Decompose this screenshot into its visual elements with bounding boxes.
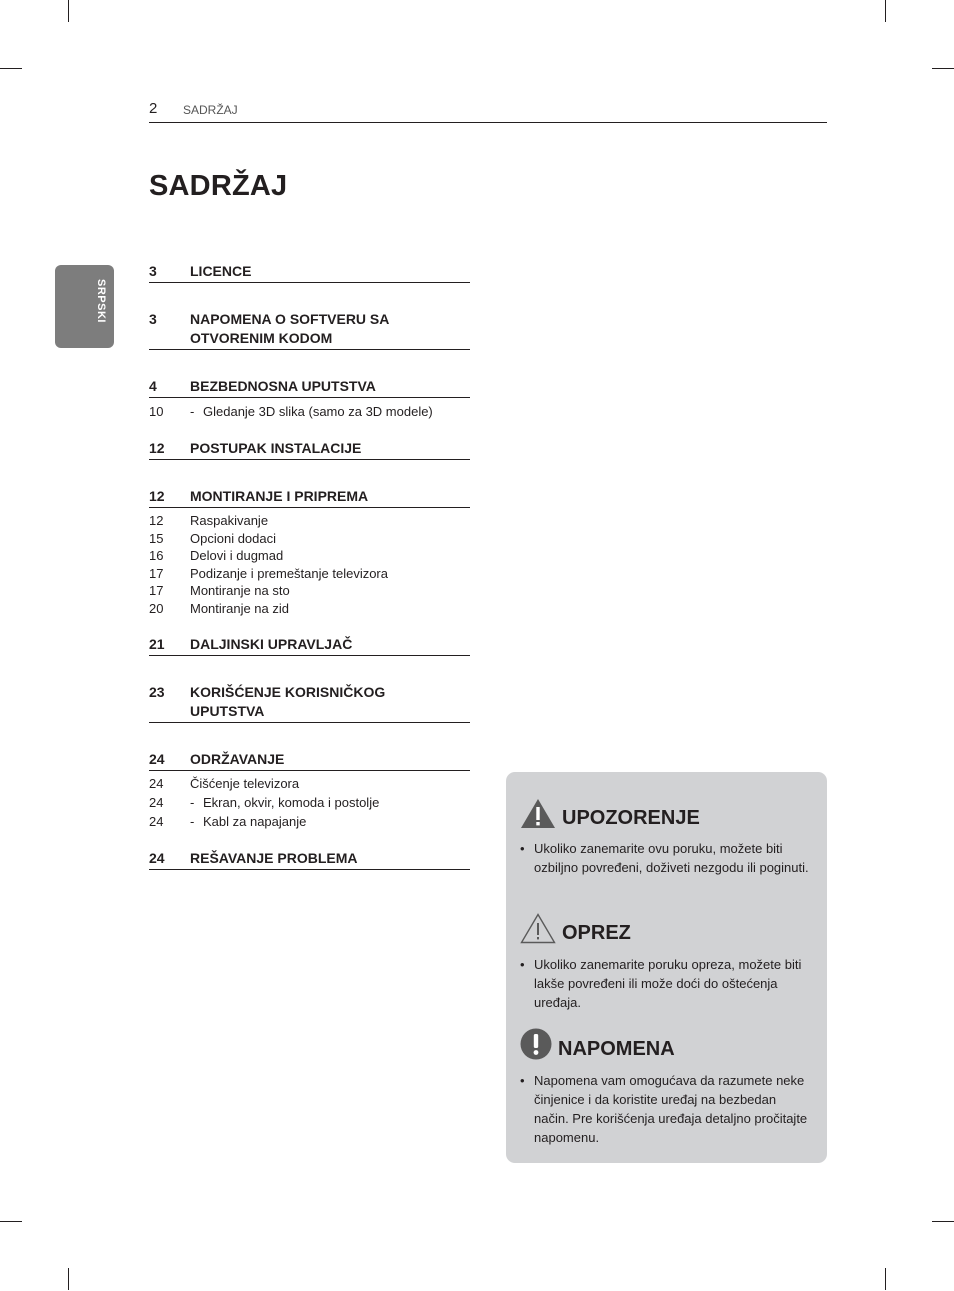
toc-subitem [149,775,470,793]
crop-mark [885,1268,886,1290]
note-body: Napomena vam omogućava da razumete neke činjenice i da koristite uređaj na bezbedan način. Pre korišćenja uređaja detaljno pročitajte napomenu. [534,1073,808,1145]
toc-label: Raspakivanje [190,513,269,528]
warning-heading [520,798,700,829]
toc-page-number: 12 [149,488,165,504]
toc-page-number: 12 [149,440,165,456]
crop-mark [932,68,954,69]
notice-box [506,772,827,1163]
toc-subitem [149,793,470,812]
crop-mark [68,0,69,22]
toc-label: REŠAVANJE PROBLEMA [190,849,358,866]
toc-subitem [149,812,470,831]
toc-subitem [149,565,470,583]
toc-label: MONTIRANJE I PRIPREMA [190,488,369,504]
exclamation-circle-icon [520,1028,552,1060]
toc-page-number: 24 [149,794,164,810]
toc-label: NAPOMENA O SOFTVERU SA OTVORENIM KODOM [190,311,389,346]
toc-label: Montiranje na zid [190,600,289,616]
caution-text [520,955,810,1012]
toc-dash: - [190,813,195,829]
note-text [520,1071,810,1147]
toc-page-number: 3 [149,263,157,279]
toc-page-number: 4 [149,378,157,394]
language-tab-label: SRPSKI [95,279,107,323]
toc-page-number: 16 [149,548,164,563]
toc-label: DALJINSKI UPRAVLJAČ [190,636,353,652]
toc-section [149,262,470,283]
crop-mark [68,1268,69,1290]
toc-page-number: 24 [149,751,165,767]
bullet: • [520,957,525,972]
toc-label: ODRŽAVANJE [190,751,285,767]
bullet: • [520,841,525,856]
toc-subitem [149,512,470,530]
crop-mark [932,1221,954,1222]
toc-section [149,377,470,398]
toc-subitem [149,530,470,548]
bullet: • [520,1073,525,1088]
note-title: NAPOMENA [558,1038,675,1060]
table-of-contents [149,262,470,870]
caution-heading [520,913,631,944]
toc-page-number: 15 [149,530,164,546]
page-number: 2 [149,100,158,117]
warning-icon [520,798,556,829]
toc-subitem [149,402,470,421]
toc-dash: - [190,404,195,419]
toc-subitem [149,600,470,618]
warning-text [520,839,810,877]
page-header [149,100,827,123]
toc-label: LICENCE [190,263,252,279]
toc-label: Opcioni dodaci [190,530,276,546]
crop-mark [885,0,886,22]
warning-body: Ukoliko zanemarite ovu poruku, možete biti ozbiljno povređeni, doživeti nezgodu ili poginuti. [534,841,809,875]
caution-body: Ukoliko zanemarite poruku opreza, možete biti lakše povređeni ili može doći do oštećenja uređaja. [534,957,802,1010]
toc-page-number: 24 [149,849,165,866]
toc-label: Delovi i dugmad [190,548,284,563]
toc-section [149,635,470,656]
toc-label: Podizanje i premeštanje televizora [190,565,388,581]
toc-page-number: 17 [149,565,164,581]
toc-page-number: 12 [149,513,164,528]
toc-page-number: 24 [149,776,164,791]
toc-subitem [149,582,470,600]
toc-label: POSTUPAK INSTALACIJE [190,440,362,456]
toc-section [149,750,470,771]
crop-mark [0,1221,22,1222]
warning-title: UPOZORENJE [562,807,700,829]
toc-label: Gledanje 3D slika (samo za 3D modele) [203,404,433,419]
toc-page-number: 21 [149,636,165,652]
toc-section [149,683,470,723]
toc-section [149,849,470,870]
toc-page-number: 20 [149,600,164,616]
toc-section [149,487,470,508]
toc-label: Ekran, okvir, komoda i postolje [203,794,380,810]
caution-title: OPREZ [562,922,631,944]
toc-section [149,439,470,460]
toc-label: BEZBEDNOSNA UPUTSTVA [190,378,376,394]
toc-section [149,310,470,350]
toc-page-number: 24 [149,813,164,829]
toc-label: Kabl za napajanje [203,813,307,829]
caution-icon [520,913,556,944]
toc-label: Čišćenje televizora [190,776,300,791]
page-title: SADRŽAJ [149,170,288,202]
toc-page-number: 17 [149,583,164,598]
toc-subitem [149,547,470,565]
language-tab [55,265,114,348]
toc-label: Montiranje na sto [190,583,290,598]
crop-mark [0,68,22,69]
toc-page-number: 10 [149,404,164,419]
toc-dash: - [190,794,195,810]
header-section-title: SADRŽAJ [183,103,238,117]
toc-page-number: 23 [149,684,165,700]
toc-label: KORIŠĆENJE KORISNIČKOG UPUTSTVA [190,684,386,719]
note-heading [520,1028,675,1060]
toc-page-number: 3 [149,311,157,327]
